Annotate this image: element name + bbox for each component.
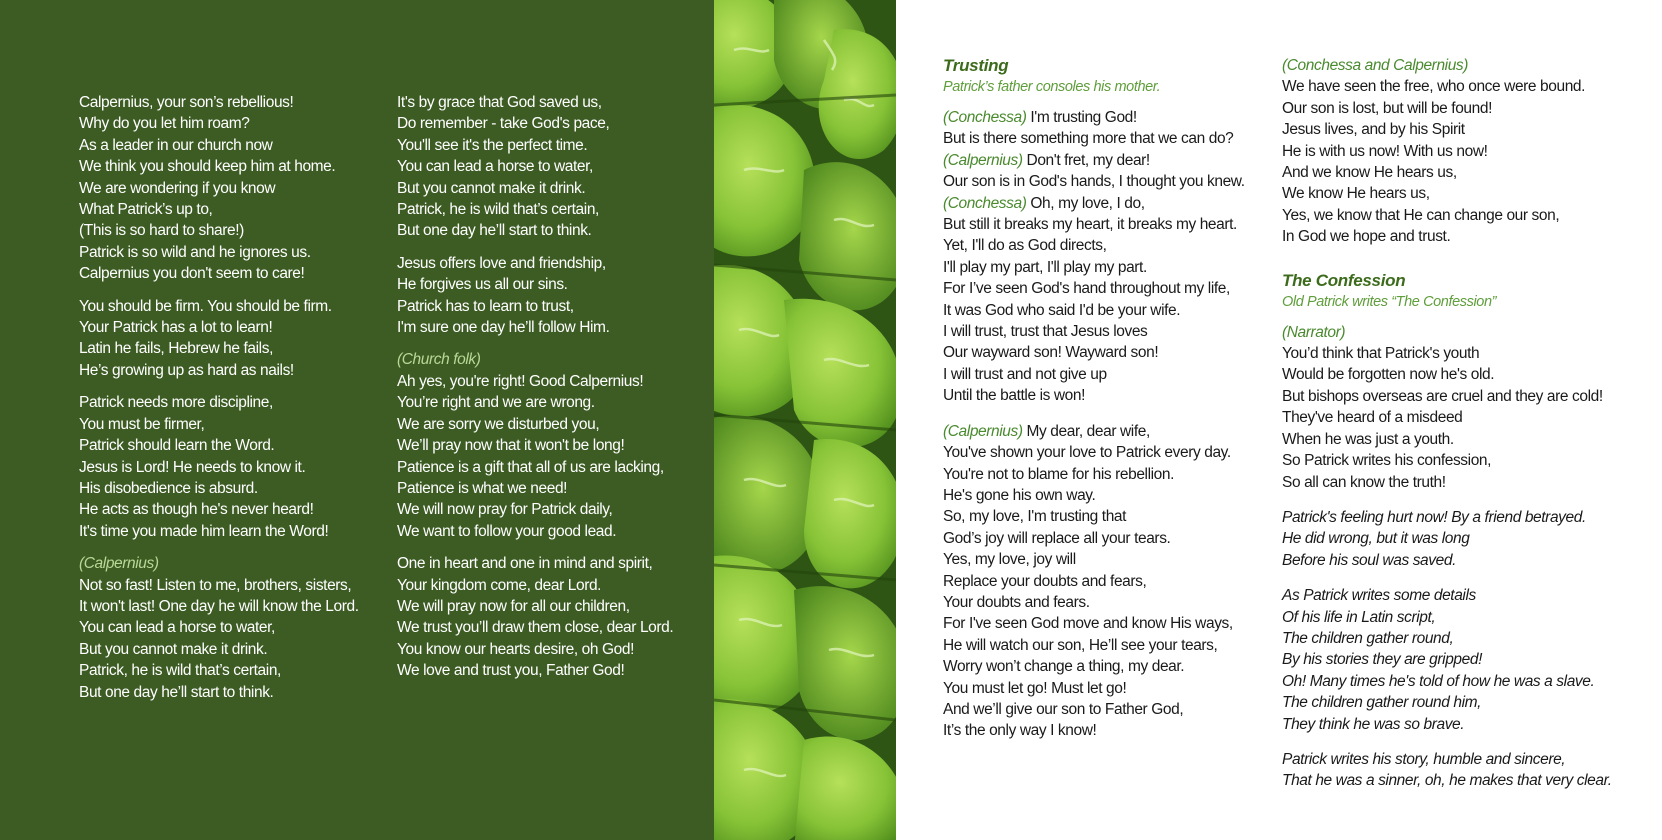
lyric-line: They've heard of a misdeed <box>1282 409 1463 427</box>
lyric-line <box>943 656 1263 677</box>
lyric-line <box>943 150 1263 171</box>
speaker-label: (Calpernius) <box>79 555 159 573</box>
lyric-line: His disobedience is absurd. <box>79 479 258 497</box>
stanza <box>79 92 389 285</box>
lyric-line: Of his life in Latin script, <box>1282 608 1436 626</box>
lyric-line: You know our hearts desire, oh God! <box>397 640 635 658</box>
lyric-line: Calpernius you don't seem to care! <box>79 265 305 283</box>
lyric-line: When he was just a youth. <box>1282 430 1454 448</box>
lyric-line <box>943 506 1263 527</box>
lyric-line: You’d think that Patrick's youth <box>1282 345 1480 363</box>
lyric-text: For I’ve seen God's hand throughout my life, <box>943 280 1230 298</box>
lyric-line: So all can know the truth! <box>1282 473 1446 491</box>
lyric-text: Yes, my love, joy will <box>943 551 1076 569</box>
lyric-line: Why do you let him roam? <box>79 115 250 133</box>
lyric-line: Jesus is Lord! He needs to know it. <box>79 458 306 476</box>
lyric-line: We are wondering if you know <box>79 179 276 197</box>
lyric-line: Patrick is so wild and he ignores us. <box>79 243 311 261</box>
stanza <box>79 296 389 382</box>
lyric-line <box>943 193 1263 214</box>
lyric-line <box>943 592 1263 613</box>
lyric-text: It was God who said I'd be your wife. <box>943 301 1181 319</box>
lyric-line: You must be firmer, <box>79 415 205 433</box>
lyric-text: So, my love, I'm trusting that <box>943 508 1127 526</box>
lyrics-column-4 <box>1282 55 1652 792</box>
lyric-text: Your doubts and fears. <box>943 593 1090 611</box>
lyric-line: It's time you made him learn the Word! <box>79 522 329 540</box>
lyric-line: He’s growing up as hard as nails! <box>79 361 294 379</box>
lyric-line: You'll see it's the perfect time. <box>397 136 588 154</box>
lyric-text: And we’ll give our son to Father God, <box>943 700 1184 718</box>
left-page <box>0 0 714 840</box>
lyric-line: Patrick has to learn to trust, <box>397 297 574 315</box>
lyric-text: Worry won’t change a thing, my dear. <box>943 658 1185 676</box>
lyric-line <box>943 442 1263 463</box>
lyric-line: Not so fast! Listen to me, brothers, sisters, <box>79 576 352 594</box>
lyric-text: Replace your doubts and fears, <box>943 572 1147 590</box>
lyric-line <box>943 128 1263 149</box>
section-title-trusting: Trusting <box>943 56 1009 75</box>
speaker-label: (Calpernius) <box>943 151 1023 169</box>
lyric-text: Our wayward son! Wayward son! <box>943 344 1159 362</box>
lyric-line: And we know He hears us, <box>1282 164 1457 182</box>
lyrics-column-2 <box>397 92 707 693</box>
lyrics-column-3 <box>943 55 1263 742</box>
lyric-line <box>943 571 1263 592</box>
lyric-line <box>943 635 1263 656</box>
right-page <box>896 0 1662 840</box>
stanza <box>1282 76 1652 247</box>
lyric-line <box>943 549 1263 570</box>
speaker-label: (Narrator) <box>1282 323 1346 341</box>
lyric-line: By his stories they are gripped! <box>1282 651 1482 669</box>
lyric-line: They think he was so brave. <box>1282 715 1465 733</box>
lyric-line: We are sorry we disturbed you, <box>397 415 600 433</box>
lyric-line: We will pray now for all our children, <box>397 597 630 615</box>
lyric-line: But you cannot make it drink. <box>79 640 268 658</box>
lyric-line: He acts as though he's never heard! <box>79 501 314 519</box>
lyric-line: Before his soul was saved. <box>1282 551 1456 569</box>
lyric-line: Oh! Many times he's told of how he was a slave. <box>1282 672 1595 690</box>
stanza <box>1282 585 1652 735</box>
lyric-line: Do remember - take God's pace, <box>397 115 610 133</box>
lyric-line: But bishops overseas are cruel and they are cold! <box>1282 387 1603 405</box>
lyrics-column-1 <box>79 92 389 714</box>
stanza <box>943 107 1263 407</box>
lyric-line <box>943 464 1263 485</box>
lyric-line <box>943 342 1263 363</box>
lyric-line: You should be firm. You should be firm. <box>79 297 332 315</box>
lyric-line: We want to follow your good lead. <box>397 522 617 540</box>
lyric-line: It won't last! One day he will know the Lord. <box>79 597 359 615</box>
lyric-line: The children gather round him, <box>1282 694 1482 712</box>
lyric-line: But one day he’ll start to think. <box>79 683 274 701</box>
lyric-line: You can lead a horse to water, <box>79 619 275 637</box>
lyric-line: But one day he’ll start to think. <box>397 222 592 240</box>
lyric-line: Patience is a gift that all of us are lacking, <box>397 458 664 476</box>
lyric-line: It's by grace that God saved us, <box>397 94 602 111</box>
lyric-line: Patrick, he is wild that’s certain, <box>397 201 599 219</box>
lyric-text: I'm trusting God! <box>1026 109 1137 126</box>
lyric-line: Yes, we know that He can change our son, <box>1282 206 1560 224</box>
lyric-text: Oh, my love, I do, <box>1026 194 1145 212</box>
lyric-line <box>943 300 1263 321</box>
speaker-label: (Calpernius) <box>943 422 1023 440</box>
lyric-text: You've shown your love to Patrick every day. <box>943 444 1231 462</box>
lyric-line: What Patrick’s up to, <box>79 201 213 219</box>
lyric-text: But still it breaks my heart, it breaks my heart. <box>943 216 1237 234</box>
stanza <box>1282 749 1652 792</box>
lyric-text: I will trust and not give up <box>943 365 1107 383</box>
lyric-line <box>943 321 1263 342</box>
lyric-line: Our son is lost, but will be found! <box>1282 99 1493 117</box>
lyric-line: So Patrick writes his confession, <box>1282 452 1492 470</box>
stanza <box>79 392 389 542</box>
lyric-line <box>943 278 1263 299</box>
lyric-line: Ah yes, you're right! Good Calpernius! <box>397 372 644 390</box>
lyric-line: We have seen the free, who once were bound. <box>1282 78 1586 96</box>
speaker-label: (Church folk) <box>397 351 481 369</box>
lyric-line: As a leader in our church now <box>79 136 273 154</box>
lyric-line <box>943 528 1263 549</box>
lyric-line <box>943 257 1263 278</box>
lyric-line <box>943 699 1263 720</box>
lyric-line: You can lead a horse to water, <box>397 158 593 176</box>
lyric-text: Yet, I'll do as God directs, <box>943 237 1107 255</box>
lyric-line: Your Patrick has a lot to learn! <box>79 319 273 337</box>
lyric-line: We will now pray for Patrick daily, <box>397 501 613 519</box>
lyric-line: He forgives us all our sins. <box>397 276 568 294</box>
lyric-line: He is with us now! With us now! <box>1282 142 1488 160</box>
lyric-line: I'm sure one day he’ll follow Him. <box>397 319 610 337</box>
speaker-label: (Conchessa and Calpernius) <box>1282 57 1469 74</box>
lyric-line: The children gather round, <box>1282 629 1454 647</box>
lyric-line <box>943 385 1263 406</box>
lyric-line: Would be forgotten now he's old. <box>1282 366 1495 384</box>
lyric-text: It’s the only way I know! <box>943 722 1097 740</box>
lyric-line <box>943 485 1263 506</box>
section-subtitle: Patrick’s father consoles his mother. <box>943 79 1161 95</box>
lyric-text: My dear, dear wife, <box>1022 422 1150 440</box>
stanza <box>1282 343 1652 493</box>
lyric-line <box>943 421 1263 442</box>
lyric-line <box>943 235 1263 256</box>
stanza <box>943 421 1263 742</box>
lyric-line: One in heart and one in mind and spirit, <box>397 555 653 573</box>
lyric-line: Patrick writes his story, humble and sincere, <box>1282 750 1566 768</box>
lyric-line: We know He hears us, <box>1282 185 1430 203</box>
lyric-text: He will watch our son, He’ll see your tears, <box>943 636 1218 654</box>
clover-image <box>714 0 896 840</box>
lyric-line: We’ll pray now that it won't be long! <box>397 437 625 455</box>
stanza <box>397 349 707 542</box>
lyric-line <box>943 107 1263 128</box>
lyric-line: (This is so hard to share!) <box>79 222 244 240</box>
lyric-text: I'll play my part, I'll play my part. <box>943 258 1147 276</box>
lyric-line: We trust you’ll draw them close, dear Lord. <box>397 619 674 637</box>
stanza <box>79 553 389 703</box>
lyric-line: As Patrick writes some details <box>1282 587 1476 605</box>
lyric-line <box>943 171 1263 192</box>
lyric-line: But you cannot make it drink. <box>397 179 586 197</box>
lyric-line: Your kingdom come, dear Lord. <box>397 576 602 594</box>
lyric-line <box>943 678 1263 699</box>
lyric-line: In God we hope and trust. <box>1282 228 1451 246</box>
lyric-line: Patrick, he is wild that’s certain, <box>79 662 281 680</box>
lyric-text: Don't fret, my dear! <box>1022 151 1150 169</box>
lyric-line: Patrick needs more discipline, <box>79 394 273 412</box>
lyric-line: We love and trust you, Father God! <box>397 662 625 680</box>
lyric-text: Our son is in God's hands, I thought you knew. <box>943 173 1245 191</box>
lyric-line: You’re right and we are wrong. <box>397 394 595 412</box>
speaker-label: (Conchessa) <box>943 109 1027 126</box>
lyric-line <box>943 613 1263 634</box>
stanza <box>397 92 707 242</box>
lyric-text: God’s joy will replace all your tears. <box>943 529 1171 547</box>
lyric-line: Jesus offers love and friendship, <box>397 254 606 272</box>
lyric-line: Jesus lives, and by his Spirit <box>1282 121 1465 139</box>
lyric-line: That he was a sinner, oh, he makes that very clear. <box>1282 772 1612 790</box>
lyric-line <box>943 364 1263 385</box>
lyric-text: But is there something more that we can do? <box>943 130 1234 148</box>
lyric-line: Patrick's feeling hurt now! By a friend betrayed. <box>1282 508 1586 526</box>
lyric-line: He did wrong, but it was long <box>1282 530 1470 548</box>
clover-leaves-graphic <box>714 0 896 840</box>
lyric-line: Calpernius, your son’s rebellious! <box>79 94 294 111</box>
lyric-line: Latin he fails, Hebrew he fails, <box>79 340 273 358</box>
section-subtitle: Old Patrick writes “The Confession” <box>1282 293 1497 310</box>
stanza <box>397 253 707 339</box>
lyric-line <box>943 720 1263 741</box>
lyric-text: Until the battle is won! <box>943 387 1086 405</box>
lyric-line <box>943 214 1263 235</box>
stanza <box>397 553 707 681</box>
lyric-text: He's gone his own way. <box>943 486 1096 504</box>
lyric-text: I will trust, trust that Jesus loves <box>943 323 1148 341</box>
section-title-confession: The Confession <box>1282 270 1406 290</box>
lyric-line: Patience is what we need! <box>397 479 568 497</box>
lyric-text: For I've seen God move and know His ways, <box>943 615 1233 633</box>
lyric-text: You must let go! Must let go! <box>943 679 1127 697</box>
lyric-line: Patrick should learn the Word. <box>79 437 275 455</box>
stanza <box>1282 507 1652 571</box>
speaker-label: (Conchessa) <box>943 194 1027 212</box>
lyric-line: We think you should keep him at home. <box>79 158 336 176</box>
lyric-text: You're not to blame for his rebellion. <box>943 465 1175 483</box>
